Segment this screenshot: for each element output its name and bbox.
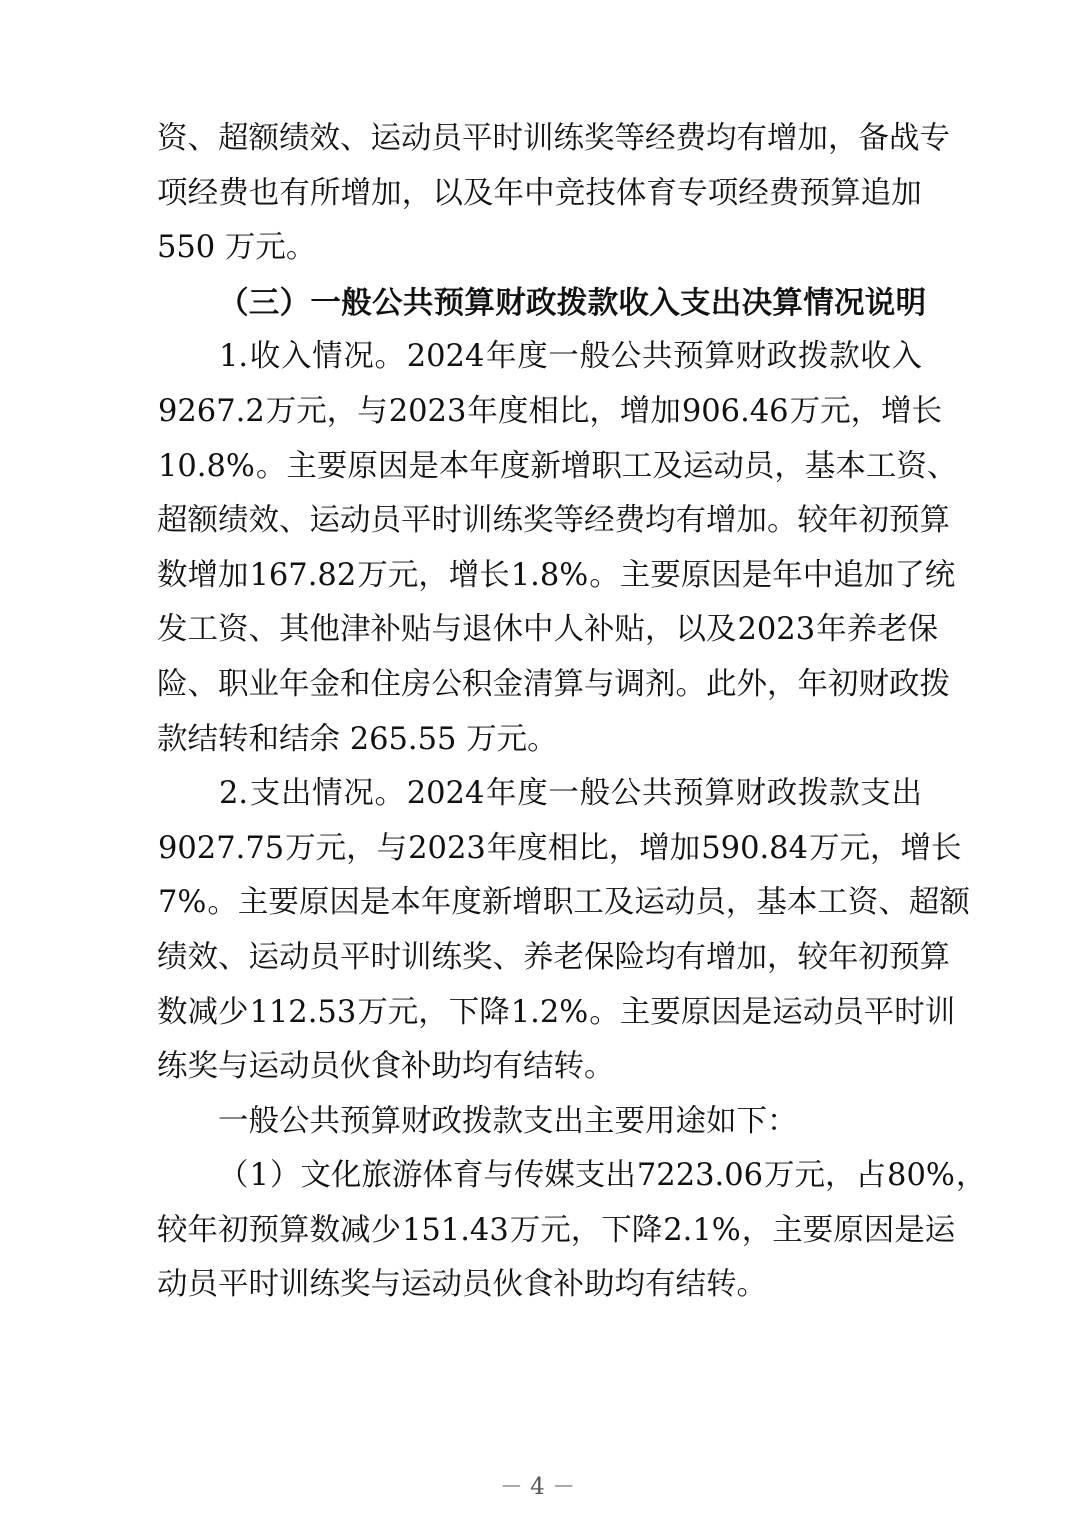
document-body-text — [157, 112, 987, 1313]
body-text-line: 较 年 初 预 算 数 减 少 151.43 万 元 ， 下 降 2.1% ， 主 要 原 因 是 运 — [157, 1212, 956, 1248]
section-heading-line: （三）一般公共预算财政拨款收入支出决算情况说明 — [218, 284, 927, 321]
body-text-line: 9267.2 万 元 ， 与 2023 年 度 相 比 ， 增 加 906.46 万 元 ， 增 长 — [158, 393, 943, 429]
body-text-line: 2. 支 出 情 况 。 2024 年 度 一 般 公 共 预 算 财 政 拨 款 支 出 — [219, 776, 922, 812]
body-text-line: 项 经 费 也 有 所 增 加 ， 以 及 年 中 竞 技 体 育 专 项 经 费 预 算 追 加 — [157, 175, 922, 211]
body-text-line: 绩 效 、 运 动 员 平 时 训 练 奖 、 养 老 保 险 均 有 增 加 ， 较 年 初 预 算 — [157, 939, 950, 975]
body-text-line: 练奖与运动员伙食补助均有结转。 — [157, 1049, 615, 1085]
body-text-line: 资 、 超 额 绩 效 、 运 动 员 平 时 训 练 奖 等 经 费 均 有 增 加 ， 备 战 专 — [157, 121, 950, 156]
body-text-line: （ 1 ） 文 化 旅 游 体 育 与 传 媒 支 出 7223.06 万 元 ， 占 80% ， — [218, 1158, 987, 1194]
body-text-line: 发 工 资 、 其 他 津 补 贴 与 退 休 中 人 补 贴 ， 以 及 2023 年 养 老 保 — [157, 612, 939, 648]
body-text-line: 7% 。 主 要 原 因 是 本 年 度 新 增 职 工 及 运 动 员 ， 基 本 工 资 、 超 额 — [158, 885, 970, 921]
body-text-line: 9027.75 万 元 ， 与 2023 年 度 相 比 ， 增 加 590.84 万 元 ， 增 长 — [158, 830, 962, 866]
body-text-line: 超 额 绩 效 、 运 动 员 平 时 训 练 奖 等 经 费 均 有 增 加 。 较 年 初 预 算 — [157, 503, 950, 539]
body-text-line: 险 、 职 业 年 金 和 住 房 公 积 金 清 算 与 调 剂 。 此 外 ， 年 初 财 政 拨 — [157, 666, 950, 702]
body-text-line: 款结转和结余 265.55 万元。 — [157, 721, 558, 757]
body-text-line: 数 增 加 167.82 万 元 ， 增 长 1.8% 。 主 要 原 因 是 年 中 追 加 了 统 — [157, 557, 956, 593]
body-text-line: 动员平时训练奖与运动员伙食补助均有结转。 — [157, 1267, 767, 1303]
body-text-line: 数 减 少 112.53 万 元 ， 下 降 1.2% 。 主 要 原 因 是 运 动 员 平 时 训 — [157, 994, 956, 1030]
body-text-line: 550 万元。 — [157, 230, 317, 266]
body-text-line: 1. 收 入 情 况 。 2024 年 度 一 般 公 共 预 算 财 政 拨 款 收 入 — [219, 339, 922, 375]
body-text-line: 一般公共预算财政拨款支出主要用途如下： — [218, 1103, 798, 1139]
body-text-line: 10.8% 。 主 要 原 因 是 本 年 度 新 增 职 工 及 运 动 员 ， 基 本 工 资 、 — [158, 448, 958, 484]
page-number-footer: － 4 － — [499, 1474, 576, 1500]
